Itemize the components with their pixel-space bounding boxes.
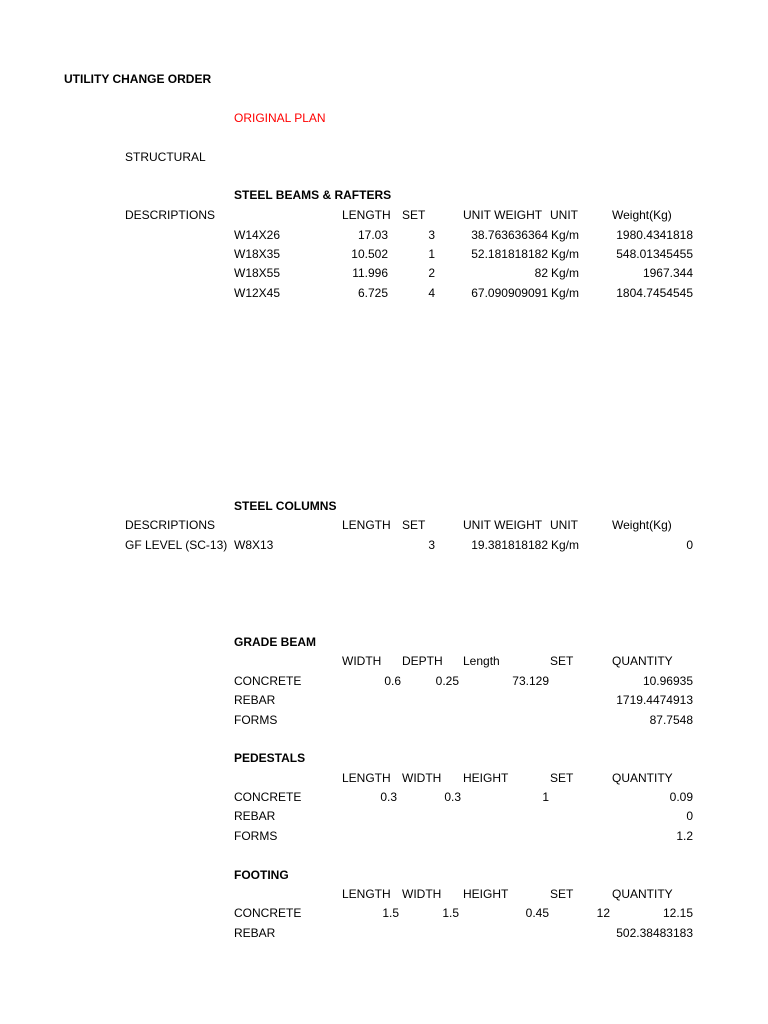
- beam-unit: Kg/m: [551, 286, 580, 300]
- col-header-length: Length: [463, 654, 500, 668]
- value-width: 1.5: [442, 906, 459, 920]
- row-label: FORMS: [234, 713, 278, 727]
- value-height: 0.45: [525, 906, 549, 920]
- col-header-weight: Weight(Kg): [612, 208, 672, 222]
- value-quantity: 1.2: [676, 829, 693, 843]
- table-row: [0, 906, 768, 920]
- beam-name: W18X55: [234, 266, 281, 280]
- table-row: [0, 926, 768, 940]
- table-row: [0, 674, 768, 688]
- table-row: [0, 809, 768, 823]
- table-row: [0, 228, 768, 242]
- value-length: 1.5: [382, 906, 399, 920]
- beam-unit: Kg/m: [551, 228, 580, 242]
- beam-length: 10.502: [351, 247, 388, 261]
- columns-heading: STEEL COLUMNS: [234, 499, 337, 513]
- row-label: FORMS: [234, 829, 278, 843]
- beam-set: 3: [428, 228, 435, 242]
- value-quantity: 12.15: [662, 906, 693, 920]
- grade-beam-heading: GRADE BEAM: [234, 635, 317, 649]
- beam-weight: 1967.344: [642, 266, 693, 280]
- col-header-unit-weight: UNIT WEIGHT: [463, 208, 543, 222]
- value-quantity: 10.96935: [642, 674, 693, 688]
- col-header-set: SET: [550, 771, 574, 785]
- value-set: 1: [542, 790, 549, 804]
- beam-weight: 548.01345455: [616, 247, 693, 261]
- beam-weight: 1804.7454545: [616, 286, 693, 300]
- table-row: [0, 790, 768, 804]
- row-label: CONCRETE: [234, 790, 302, 804]
- row-label: CONCRETE: [234, 906, 302, 920]
- col-header-weight: Weight(Kg): [612, 518, 672, 532]
- footing-header-row: [0, 887, 768, 901]
- beam-name: W18X35: [234, 247, 281, 261]
- footing-heading: FOOTING: [234, 868, 289, 882]
- value-width: 0.6: [384, 674, 401, 688]
- row-label: CONCRETE: [234, 674, 302, 688]
- value-quantity: 1719.4474913: [616, 693, 693, 707]
- value-quantity: 87.7548: [649, 713, 693, 727]
- beam-weight: 1980.4341818: [616, 228, 693, 242]
- col-header-height: HEIGHT: [463, 771, 509, 785]
- beam-length: 6.725: [357, 286, 388, 300]
- beam-unit-weight: 82: [534, 266, 548, 280]
- column-name: W8X13: [234, 538, 274, 552]
- grade-beam-header-row: [0, 654, 768, 668]
- beam-name: W14X26: [234, 228, 281, 242]
- table-row: [0, 266, 768, 280]
- beam-set: 4: [428, 286, 435, 300]
- row-label: REBAR: [234, 926, 276, 940]
- col-header-descriptions: DESCRIPTIONS: [125, 208, 216, 222]
- col-header-quantity: QUANTITY: [612, 654, 673, 668]
- pedestals-header-row: [0, 771, 768, 785]
- beam-length: 17.03: [357, 228, 388, 242]
- beam-unit: Kg/m: [551, 266, 580, 280]
- value-depth: 0.25: [435, 674, 459, 688]
- document-title: UTILITY CHANGE ORDER: [64, 72, 212, 86]
- col-header-set: SET: [402, 208, 426, 222]
- col-header-set: SET: [550, 654, 574, 668]
- col-header-set: SET: [402, 518, 426, 532]
- col-header-length: LENGTH: [342, 208, 391, 222]
- value-width: 0.3: [444, 790, 461, 804]
- col-header-unit: UNIT: [550, 518, 578, 532]
- value-quantity: 0: [686, 809, 693, 823]
- col-header-quantity: QUANTITY: [612, 771, 673, 785]
- col-header-descriptions: DESCRIPTIONS: [125, 518, 216, 532]
- col-header-depth: DEPTH: [402, 654, 443, 668]
- beams-heading: STEEL BEAMS & RAFTERS: [234, 188, 392, 202]
- column-level: GF LEVEL (SC-13): [125, 538, 228, 552]
- value-quantity: 502.38483183: [616, 926, 693, 940]
- beam-unit-weight: 52.181818182: [471, 247, 548, 261]
- col-header-width: WIDTH: [342, 654, 382, 668]
- column-set: 3: [428, 538, 435, 552]
- plan-label: ORIGINAL PLAN: [234, 111, 326, 125]
- column-unit-weight: 19.381818182: [471, 538, 548, 552]
- row-label: REBAR: [234, 809, 276, 823]
- beam-set: 1: [428, 247, 435, 261]
- value-set: 12: [596, 906, 610, 920]
- col-header-unit-weight: UNIT WEIGHT: [463, 518, 543, 532]
- table-row: [0, 713, 768, 727]
- column-weight: 0: [686, 538, 693, 552]
- col-header-unit: UNIT: [550, 208, 578, 222]
- column-unit: Kg/m: [551, 538, 580, 552]
- beam-unit-weight: 38.763636364: [471, 228, 548, 242]
- col-header-length: LENGTH: [342, 771, 391, 785]
- pedestals-heading: PEDESTALS: [234, 751, 306, 765]
- row-label: REBAR: [234, 693, 276, 707]
- beam-unit-weight: 67.090909091: [471, 286, 548, 300]
- value-length: 0.3: [380, 790, 397, 804]
- beam-length: 11.996: [352, 266, 388, 280]
- col-header-length: LENGTH: [342, 887, 391, 901]
- beam-unit: Kg/m: [551, 247, 580, 261]
- col-header-quantity: QUANTITY: [612, 887, 673, 901]
- col-header-width: WIDTH: [402, 887, 442, 901]
- value-length: 73.129: [512, 674, 549, 688]
- table-row: [0, 538, 768, 552]
- table-row: [0, 829, 768, 843]
- beams-header-row: [0, 208, 768, 222]
- col-header-height: HEIGHT: [463, 887, 509, 901]
- section-label: STRUCTURAL: [125, 150, 206, 164]
- beam-name: W12X45: [234, 286, 281, 300]
- beam-set: 2: [428, 266, 435, 280]
- col-header-length: LENGTH: [342, 518, 391, 532]
- columns-header-row: [0, 518, 768, 532]
- table-row: [0, 693, 768, 707]
- col-header-width: WIDTH: [402, 771, 442, 785]
- value-quantity: 0.09: [669, 790, 693, 804]
- table-row: [0, 286, 768, 300]
- col-header-set: SET: [550, 887, 574, 901]
- table-row: [0, 247, 768, 261]
